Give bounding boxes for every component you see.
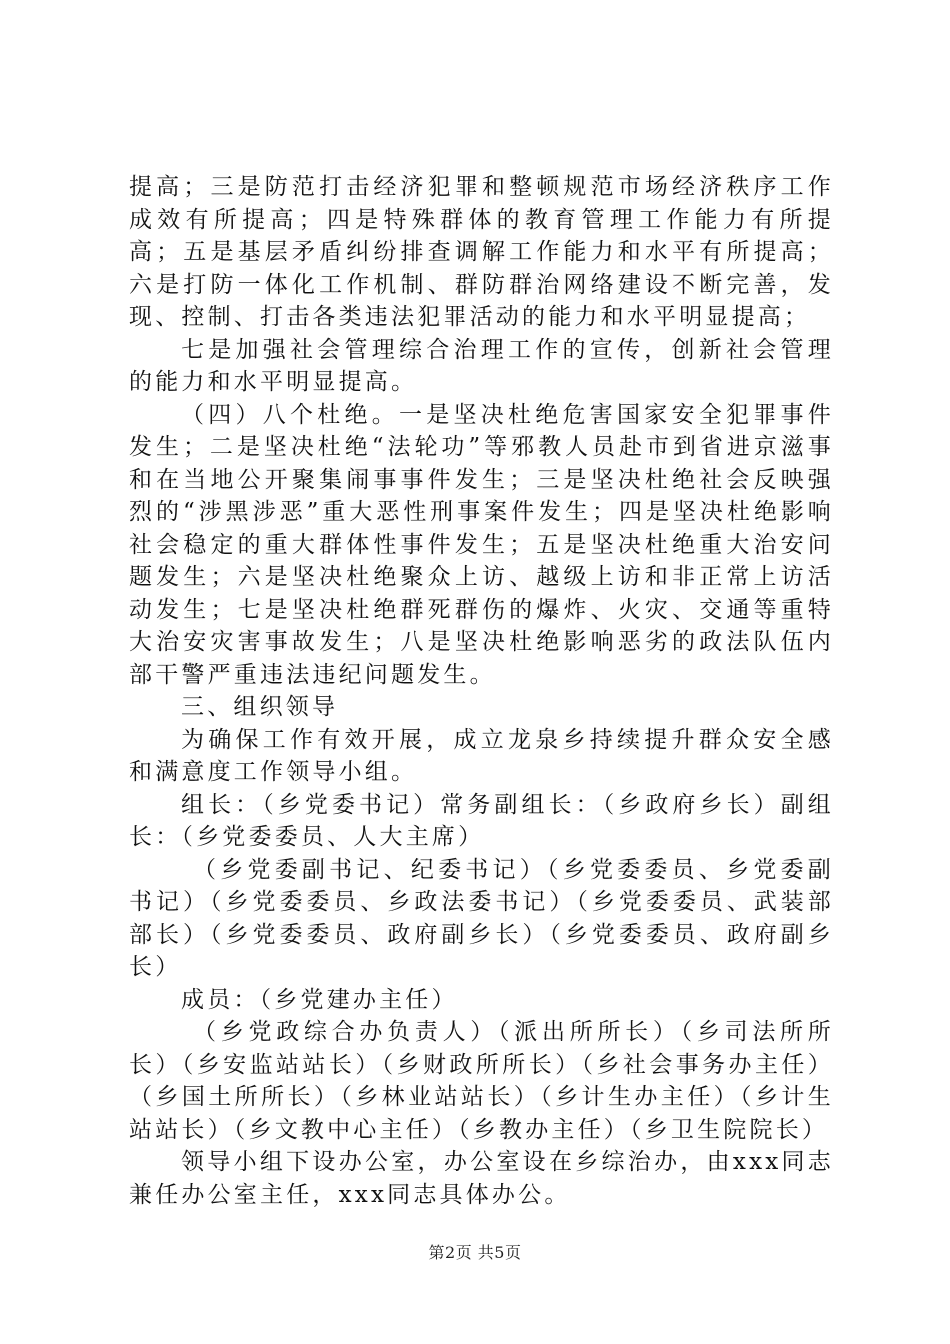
paragraph-office: 领导小组下设办公室，办公室设在乡综治办，由xxx同志兼任办公室主任，xxx同志具体办公。 [129, 1149, 834, 1208]
paragraph-members-heading: 成员：（乡党建办主任） [181, 986, 458, 1013]
paragraph-eight-eliminations: （四）八个杜绝。一是坚决杜绝危害国家安全犯罪事件发生；二是坚决杜绝“法轮功”等邪教人员赴市到省进京滋事和在当地公开聚集闹事事件发生；三是坚决杜绝社会反映强烈的“涉黑涉恶”重大恶性刑事案件发生；四是坚决杜绝影响社会稳定的重大群体性事件发生；五是坚决杜绝重大治安问题发生；六是坚决杜绝聚众上访、越级上访和非正常上访活动发生；七是坚决杜绝群死群伤的爆炸、火灾、交通等重特大治安灾害事故发生；八是坚决杜绝影响恶劣的政法队伍内部干警严重违法违纪问题发生。 [129, 401, 834, 688]
paragraph-leading-group: 为确保工作有效开展，成立龙泉乡持续提升群众安全感和满意度工作领导小组。 [129, 726, 834, 785]
paragraph-item-seven: 七是加强社会管理综合治理工作的宣传，创新社会管理的能力和水平明显提高。 [129, 336, 834, 395]
paragraph-continuation: 提高；三是防范打击经济犯罪和整顿规范市场经济秩序工作成效有所提高；四是特殊群体的教育管理工作能力有所提高；五是基层矛盾纠纷排查调解工作能力和水平有所提高；六是打防一体化工作机制、群防群治网络建设不断完善，发现、控制、打击各类违法犯罪活动的能力和水平明显提高； [129, 174, 834, 330]
paragraph-group-leaders: 组长：（乡党委书记）常务副组长：（乡政府乡长）副组长：（乡党委委员、人大主席） [129, 791, 834, 850]
page-footer: 第2页 共5页 [428, 1243, 522, 1262]
paragraph-members-list: （乡党政综合办负责人）（派出所所长）（乡司法所所长）（乡安监站站长）（乡财政所所长）（乡社会事务办主任）（乡国土所所长）（乡林业站站长）（乡计生办主任）（乡计生站站长）（乡文教中心主任）（乡教办主任）（乡卫生院院长） [129, 1019, 834, 1143]
section-heading-organization: 三、组织领导 [181, 694, 339, 720]
document-body [129, 171, 834, 1211]
paragraph-deputy-leaders: （乡党委副书记、纪委书记）（乡党委委员、乡党委副书记）（乡党委委员、乡政法委书记）（乡党委委员、武装部部长）（乡党委委员、政府副乡长）（乡党委委员、政府副乡长） [129, 856, 834, 980]
